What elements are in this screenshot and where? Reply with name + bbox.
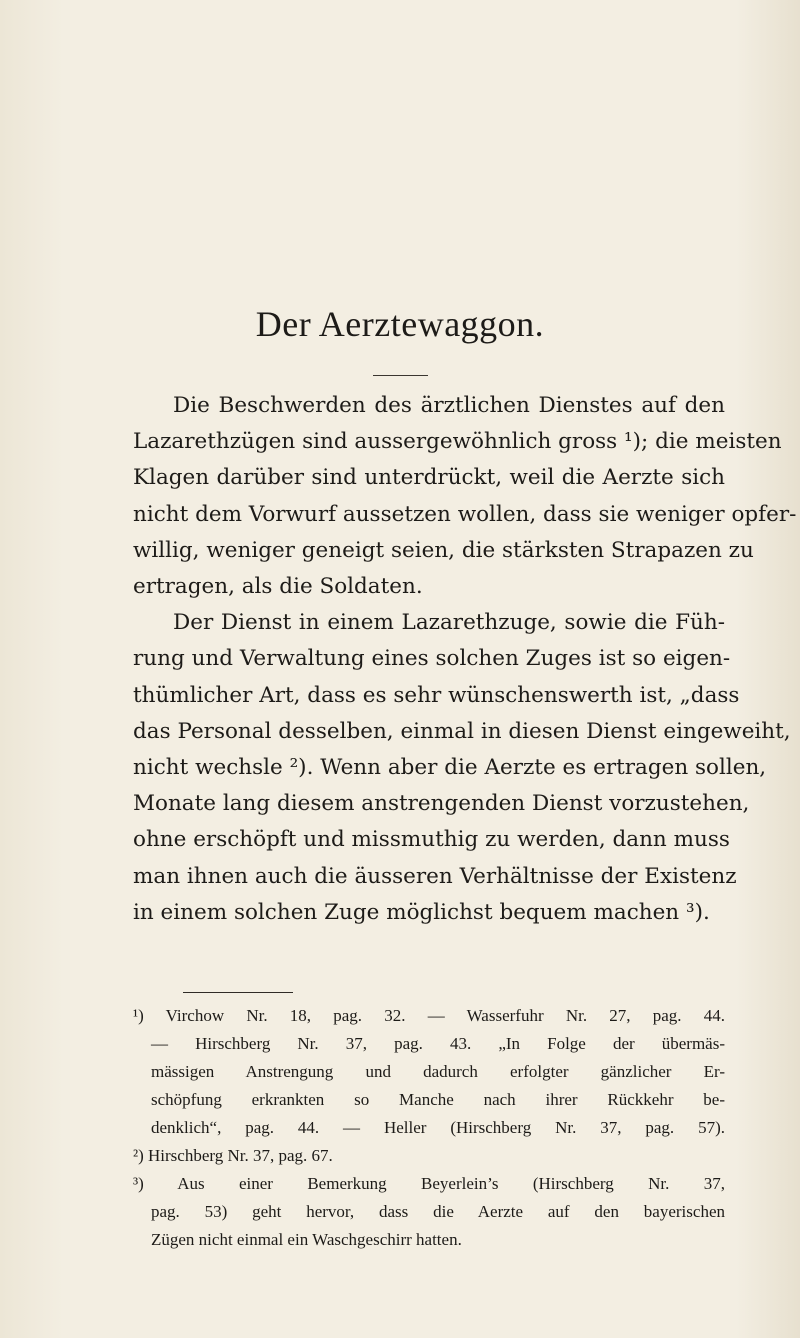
footnote-line: schöpfung erkrankten so Manche nach ihrer Rückkehr be- [151, 1090, 725, 1109]
footnote-line: — Hirschberg Nr. 37, pag. 43. „In Folge der übermäs- [151, 1034, 725, 1053]
page-title: Der Aerztewaggon. [255, 304, 545, 344]
text-line: Monate lang diesem anstrengenden Dienst vorzustehen, [133, 791, 750, 817]
text-line: ohne erschöpft und missmuthig zu werden, dann muss [133, 827, 730, 853]
text-line: in einem solchen Zuge möglichst bequem machen ³). [133, 899, 710, 925]
footnote-line: denklich“, pag. 44. — Heller (Hirschberg Nr. 37, pag. 57). [151, 1118, 725, 1137]
text-line: ertragen, als die Soldaten. [133, 574, 423, 600]
text-line: willig, weniger geneigt seien, die stärksten Strapazen zu [133, 537, 754, 563]
paragraph-1 [133, 388, 797, 605]
footnote-line: Zügen nicht einmal ein Waschgeschirr hatten. [151, 1230, 462, 1249]
body-text [133, 388, 797, 931]
title-divider [373, 375, 428, 376]
text-line: Lazarethzügen sind aussergewöhnlich gross ¹); die meisten [133, 429, 782, 455]
footnote-divider [183, 992, 293, 993]
text-line: Die Beschwerden des ärztlichen Dienstes auf den [173, 393, 725, 418]
footnotes [133, 1002, 725, 1254]
text-line: Klagen darüber sind unterdrückt, weil die Aerzte sich [133, 465, 725, 491]
text-line: rung und Verwaltung eines solchen Zuges ist so eigen- [133, 646, 731, 672]
text-line: das Personal desselben, einmal in diesen Dienst eingeweiht, [133, 718, 791, 744]
paragraph-2 [133, 605, 791, 931]
footnote-line: pag. 53) geht hervor, dass die Aerzte auf den bayerischen [151, 1202, 725, 1221]
footnote-line: ³) Aus einer Bemerkung Beyerlein’s (Hirschberg Nr. 37, [133, 1174, 725, 1193]
text-line: nicht dem Vorwurf aussetzen wollen, dass sie weniger opfer- [133, 501, 797, 527]
text-line: Der Dienst in einem Lazarethzuge, sowie die Füh- [173, 610, 725, 636]
text-line: nicht wechsle ²). Wenn aber die Aerzte es ertragen sollen, [133, 755, 767, 781]
footnote-line: ¹) Virchow Nr. 18, pag. 32. — Wasserfuhr Nr. 27, pag. 44. [133, 1006, 725, 1025]
text-line: thümlicher Art, dass es sehr wünschenswerth ist, „dass [133, 682, 740, 708]
footnote-line: ²) Hirschberg Nr. 37, pag. 67. [133, 1146, 333, 1165]
text-line: man ihnen auch die äusseren Verhältnisse der Existenz [133, 863, 737, 889]
footnote-line: mässigen Anstrengung und dadurch erfolgter gänzlicher Er- [151, 1062, 725, 1081]
